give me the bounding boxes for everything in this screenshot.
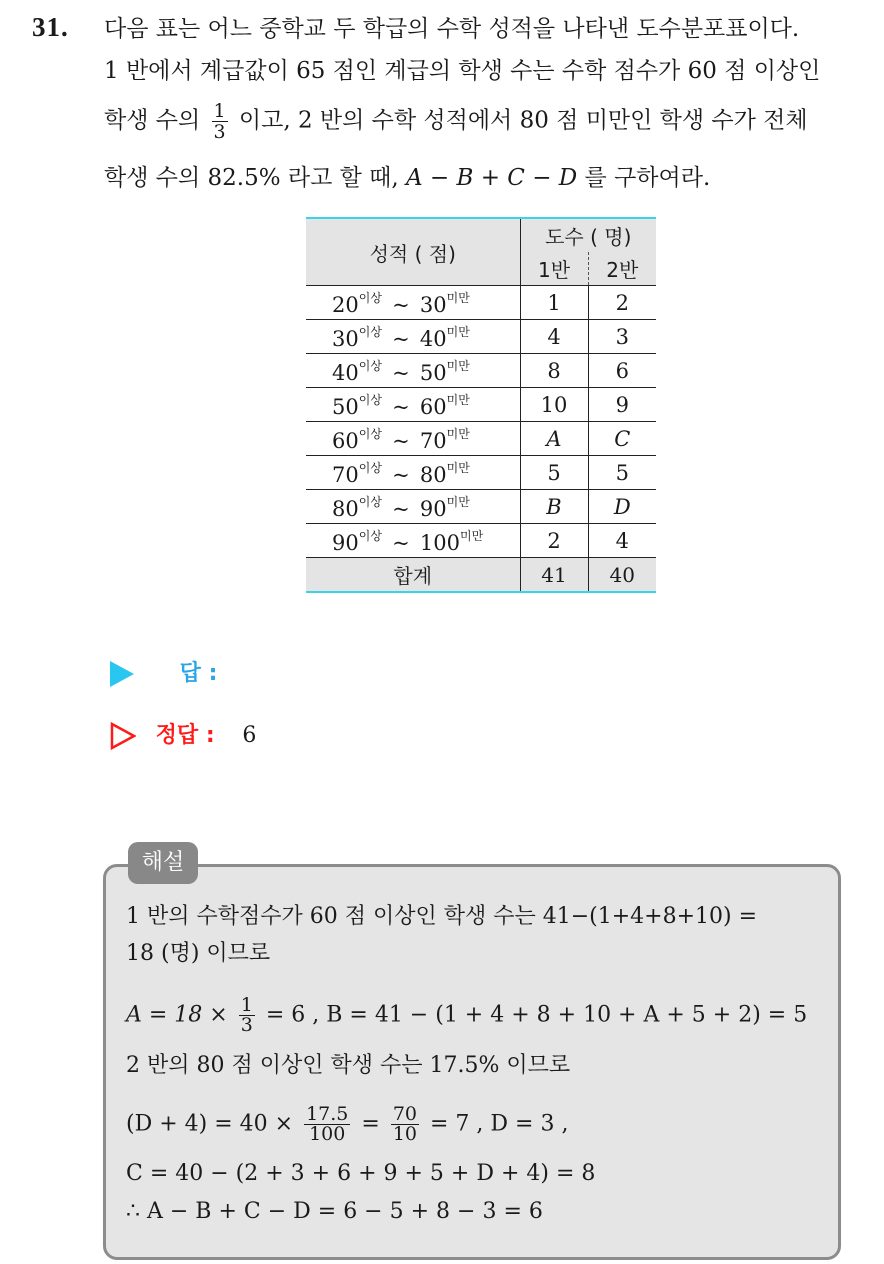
tilde-symbol: ~ [392,530,410,555]
range-from: 40 [332,360,359,385]
correct-answer-value: 6 [242,723,257,748]
score-range [306,388,520,422]
explanation-line-3 [126,996,807,1035]
explanation-line-5-b: = 7 , D = 3 , [430,1111,569,1137]
correct-answer-label: 정답 : [155,723,215,748]
score-range [306,524,520,558]
total-class-2: 40 [588,558,656,593]
explanation-line-6: C = 40 − (2 + 3 + 6 + 9 + 5 + D + 4) = 8 [126,1161,596,1186]
range-to: 70 [419,428,447,453]
tilde-symbol: ~ [392,462,410,487]
class-1-count: 4 [520,320,588,354]
lt-label: 미만 [446,494,470,509]
class-2-count: 3 [588,320,656,354]
question-line-3 [104,101,808,142]
score-range [306,320,520,354]
range-to: 30 [419,292,447,317]
ge-label: 이상 [358,460,382,475]
lt-label: 미만 [446,290,470,305]
table-row [306,354,656,388]
range-to: 40 [419,326,447,351]
class-1-count: 10 [520,388,588,422]
ge-label: 이상 [358,392,382,407]
question-line-4-a: 학생 수의 82.5% 라고 할 때, [104,165,399,191]
tilde-symbol: ~ [392,496,410,521]
range-to: 60 [419,394,447,419]
table-row [306,388,656,422]
question-number: 31. [32,12,69,42]
score-range [306,286,520,320]
explanation-line-5 [126,1105,568,1144]
class-2-count: 6 [588,354,656,388]
table-row [306,490,656,524]
frequency-table [306,217,656,593]
question-line-4 [104,162,710,194]
explanation-fraction-1 [239,996,255,1035]
question-line-4-b: 를 구하여라. [584,165,711,191]
explanation-line-2: 18 (명) 이므로 [126,941,271,966]
ge-label: 이상 [358,494,382,509]
range-from: 20 [332,292,359,317]
tilde-symbol: ~ [392,394,410,419]
lt-label: 미만 [446,460,470,475]
correct-answer-row [110,718,256,750]
tilde-symbol: ~ [392,326,410,351]
lt-label: 미만 [446,358,470,373]
question-line-2: 1 반에서 계급값이 65 점인 계급의 학생 수는 수학 점수가 60 점 이상인 [104,58,821,84]
range-from: 50 [332,394,359,419]
score-range [306,422,520,456]
lt-label: 미만 [446,392,470,407]
class-2-count: 2 [588,286,656,320]
fraction-denominator: 3 [213,121,226,143]
score-range [306,354,520,388]
range-from: 60 [332,428,359,453]
header-class-2: 2반 [588,252,656,286]
table-row [306,286,656,320]
class-2-count: D [588,490,656,524]
lt-label: 미만 [446,324,470,339]
total-row [306,558,656,593]
header-score: 성적 ( 점) [369,241,456,266]
explanation-fraction-3 [391,1105,419,1144]
fraction-numerator: 1 [213,100,226,122]
tilde-symbol: ~ [392,292,410,317]
ge-label: 이상 [358,290,382,305]
fraction-denominator: 10 [392,1123,417,1145]
class-2-count: 9 [588,388,656,422]
range-to: 90 [419,496,447,521]
explanation-line-3-a: A = 18 × [126,1002,228,1028]
range-to: 100 [419,530,461,555]
table-row [306,456,656,490]
range-from: 30 [332,326,359,351]
explanation-line-7: ∴ A − B + C − D = 6 − 5 + 8 − 3 = 6 [126,1199,543,1224]
score-range [306,490,520,524]
fraction-denominator: 100 [309,1123,346,1145]
class-1-count: A [520,422,588,456]
table-row [306,320,656,354]
class-2-count: C [588,422,656,456]
class-1-count: 8 [520,354,588,388]
question-expression: A − B + C − D [406,165,578,191]
range-from: 90 [332,530,359,555]
range-to: 80 [419,462,447,487]
fraction-numerator: 70 [392,1103,417,1125]
total-label: 합계 [306,558,520,593]
answer-label: 답 : [179,661,218,686]
total-class-1: 41 [520,558,588,593]
class-1-count: 2 [520,524,588,558]
header-frequency: 도수 ( 명) [520,218,656,252]
class-1-count: B [520,490,588,524]
explanation-line-4: 2 반의 80 점 이상인 학생 수는 17.5% 이므로 [126,1053,571,1078]
class-2-count: 4 [588,524,656,558]
range-from: 80 [332,496,359,521]
lt-label: 미만 [446,426,470,441]
fraction-denominator: 3 [240,1014,253,1036]
range-from: 70 [332,462,359,487]
header-class-1: 1반 [520,252,588,286]
question-line-1: 다음 표는 어느 중학교 두 학급의 수학 성적을 나타낸 도수분포표이다. [104,16,800,42]
lt-label: 미만 [460,528,484,543]
question-line-3-b: 이고, 2 반의 수학 성적에서 80 점 미만인 학생 수가 전체 [238,107,808,134]
ge-label: 이상 [358,528,382,543]
filled-triangle-icon [110,661,134,687]
outline-triangle-icon [110,722,136,750]
fraction-numerator: 17.5 [306,1103,349,1125]
fraction-numerator: 1 [240,994,253,1016]
question-line-3-a: 학생 수의 [104,107,201,134]
explanation-equals: = [361,1111,380,1137]
explanation-line-3-b: = 6 , B = 41 − (1 + 4 + 8 + 10 + A + 5 + 2) = 5 [265,1002,808,1028]
class-1-count: 5 [520,456,588,490]
ge-label: 이상 [358,426,382,441]
score-range [306,456,520,490]
range-to: 50 [419,360,447,385]
ge-label: 이상 [358,358,382,373]
explanation-line-5-a: (D + 4) = 40 × [126,1111,294,1137]
explanation-line-1: 1 반의 수학점수가 60 점 이상인 학생 수는 41−(1+4+8+10) = [126,904,758,929]
tilde-symbol: ~ [392,428,410,453]
tilde-symbol: ~ [392,360,410,385]
ge-label: 이상 [358,324,382,339]
class-1-count: 1 [520,286,588,320]
question-fraction [212,101,228,142]
explanation-tag: 해설 [128,842,198,884]
table-row [306,524,656,558]
table-row [306,422,656,456]
answer-row [110,656,217,687]
explanation-fraction-2 [304,1105,350,1144]
class-2-count: 5 [588,456,656,490]
